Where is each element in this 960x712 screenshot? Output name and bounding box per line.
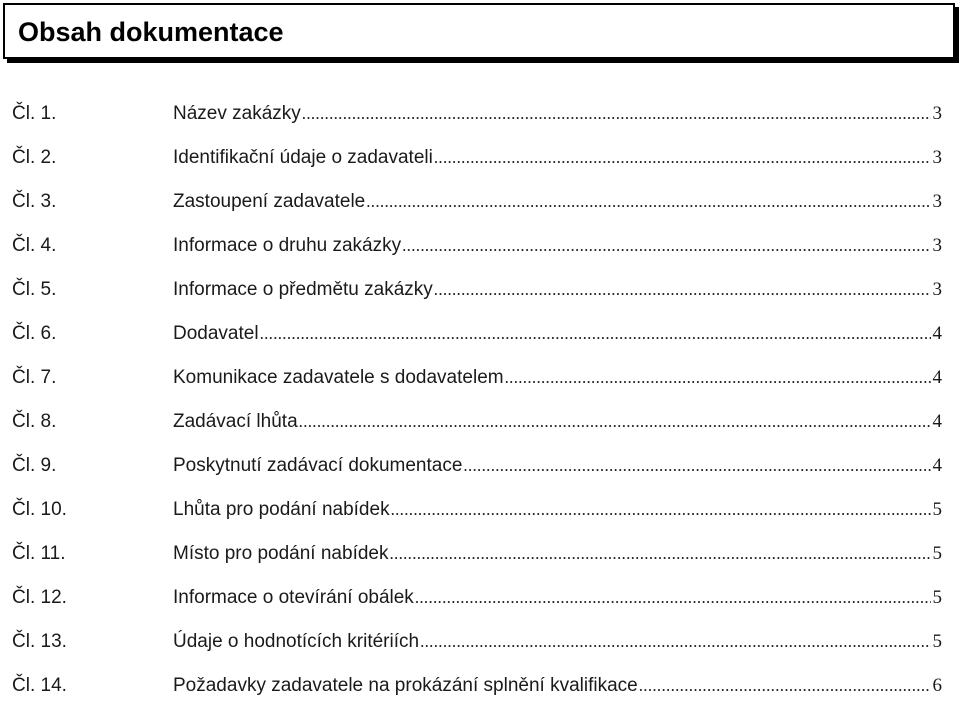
toc-entry-leader	[173, 532, 942, 576]
toc-entry-leader	[173, 576, 942, 620]
toc-entry[interactable]	[0, 180, 960, 224]
toc-entry-leader	[173, 444, 942, 488]
toc-entry-title: Informace o druhu zakázky	[173, 235, 402, 256]
toc-entry-number: Čl. 10.	[12, 499, 67, 520]
toc-entry-page: 5	[931, 576, 943, 620]
toc-entry-page: 3	[931, 136, 943, 180]
toc-entry-leader	[173, 400, 942, 444]
toc-entry-number: Čl. 8.	[12, 411, 57, 432]
toc-entry-leader	[173, 356, 942, 400]
toc-entry-title: Místo pro podání nabídek	[173, 543, 389, 564]
toc-entry-page: 4	[931, 312, 943, 356]
toc-entry[interactable]	[0, 444, 960, 488]
toc-entry-number: Čl. 6.	[12, 323, 57, 344]
dot-leader	[505, 356, 942, 400]
toc-entry-title: Údaje o hodnotících kritériích	[173, 631, 420, 652]
toc-entry-title: Požadavky zadavatele na prokázání splnění kvalifikace	[173, 675, 638, 696]
toc-entry-page: 3	[931, 92, 943, 136]
dot-leader	[639, 664, 942, 708]
dot-leader	[463, 444, 942, 488]
toc-entry-page: 6	[931, 664, 943, 708]
dot-leader	[389, 532, 942, 576]
toc-entry-number: Čl. 14.	[12, 675, 67, 696]
toc-entry[interactable]	[0, 136, 960, 180]
toc-entry-number: Čl. 13.	[12, 631, 67, 652]
toc-entry-leader	[173, 312, 942, 356]
toc-entry-title: Identifikační údaje o zadavateli	[173, 147, 433, 168]
page-title: Obsah dokumentace	[18, 17, 284, 47]
dot-leader	[299, 400, 942, 444]
toc-entry[interactable]	[0, 356, 960, 400]
toc-entry-number: Čl. 11.	[12, 543, 66, 564]
toc-entry[interactable]	[0, 224, 960, 268]
toc-entry[interactable]	[0, 532, 960, 576]
toc-entry-number: Čl. 5.	[12, 279, 57, 300]
toc-entry-number: Čl. 9.	[12, 455, 57, 476]
dot-leader	[366, 180, 942, 224]
toc-entry-title: Komunikace zadavatele s dodavatelem	[173, 367, 504, 388]
toc-entry-leader	[173, 180, 942, 224]
toc-entry-leader	[173, 664, 942, 708]
toc-entry-number: Čl. 1.	[12, 103, 57, 124]
toc-entry-leader	[173, 488, 942, 532]
toc-entry-title: Informace o otevírání obálek	[173, 587, 414, 608]
dot-leader	[260, 312, 942, 356]
toc-entry-number: Čl. 4.	[12, 235, 57, 256]
toc-entry-page: 3	[931, 180, 943, 224]
toc-entry-number: Čl. 12.	[12, 587, 67, 608]
toc-entry-title: Zadávací lhůta	[173, 411, 298, 432]
toc-heading-box	[3, 3, 955, 59]
toc-entry[interactable]	[0, 400, 960, 444]
dot-leader	[415, 576, 942, 620]
toc-entry-leader	[173, 224, 942, 268]
toc-entry[interactable]	[0, 620, 960, 664]
toc-entry-leader	[173, 268, 942, 312]
toc-entry-page: 4	[931, 444, 943, 488]
toc-entry-leader	[173, 620, 942, 664]
toc-entry-number: Čl. 2.	[12, 147, 57, 168]
toc-entry-leader	[173, 136, 942, 180]
toc-entry-title: Dodavatel	[173, 323, 259, 344]
toc-entry-number: Čl. 7.	[12, 367, 57, 388]
dot-leader	[434, 136, 942, 180]
toc-entry-title: Poskytnutí zadávací dokumentace	[173, 455, 463, 476]
toc-entry[interactable]	[0, 576, 960, 620]
toc-entry-title: Zastoupení zadavatele	[173, 191, 366, 212]
toc-entry-page: 3	[931, 224, 943, 268]
toc-entry-page: 5	[931, 620, 943, 664]
toc-entry-title: Informace o předmětu zakázky	[173, 279, 433, 300]
toc-entry[interactable]	[0, 664, 960, 708]
toc-entry-number: Čl. 3.	[12, 191, 57, 212]
toc-entry[interactable]	[0, 488, 960, 532]
toc-entry-title: Lhůta pro podání nabídek	[173, 499, 390, 520]
toc-entry-page: 5	[931, 488, 943, 532]
toc-entry-leader	[173, 92, 942, 136]
dot-leader	[302, 92, 942, 136]
toc-entry-title: Název zakázky	[173, 103, 301, 124]
dot-leader	[420, 620, 942, 664]
toc-entry[interactable]	[0, 92, 960, 136]
toc-entry[interactable]	[0, 312, 960, 356]
dot-leader	[391, 488, 942, 532]
toc-entry-page: 3	[931, 268, 943, 312]
toc-entry-page: 5	[931, 532, 943, 576]
dot-leader	[402, 224, 942, 268]
dot-leader	[434, 268, 942, 312]
toc-entry[interactable]	[0, 268, 960, 312]
toc-entry-page: 4	[931, 400, 943, 444]
toc-entry-page: 4	[931, 356, 943, 400]
